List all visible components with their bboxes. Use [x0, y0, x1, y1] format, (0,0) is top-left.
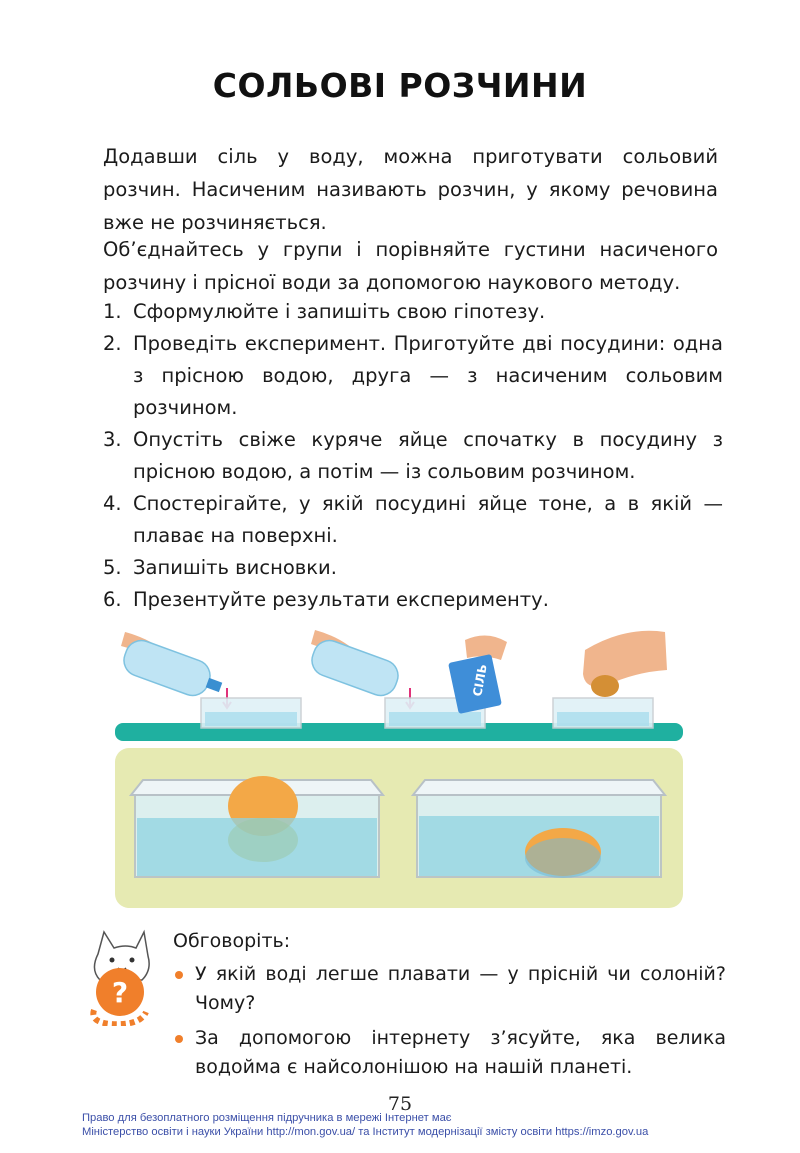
page-title: СОЛЬОВІ РОЗЧИНИ [212, 66, 588, 105]
step-item: 1. Сформулюйте і запишіть свою гіпотезу. [103, 300, 546, 323]
steps-list [103, 296, 723, 616]
svg-text:?: ? [111, 976, 129, 1009]
footer-line: Право для безоплатного розміщення підручника в мережі Інтернет має [82, 1112, 452, 1124]
scene-pour-salt [307, 630, 507, 728]
footer-line: Міністерство освіти і науки України http://mon.gov.ua/ та Інститут модернізації змісту освіти https://imzo.gov.ua [82, 1125, 649, 1138]
discussion-block [80, 918, 730, 1088]
intro-paragraph: Додавши сіль у воду, можна приготувати сольовий розчин. Насиченим називають розчин, у якому речовина вже не розчиняється. [103, 145, 718, 234]
discussion-item: У якій воді легше плавати — у прісній чи солоній? Чому? [173, 960, 726, 1018]
task-paragraph: Об’єднайтесь у групи і порівняйте густини насиченого розчину і прісної води за допомогою наукового методу. [103, 238, 718, 294]
step-item: 3. Опустіть свіже куряче яйце спочатку в посудину з прісною водою, а потім — із сольовим розчином. [103, 428, 723, 483]
container-salt-water [413, 780, 665, 878]
container-fresh-water [131, 776, 383, 877]
experiment-illustration [115, 620, 685, 910]
footer-note [82, 1112, 742, 1139]
step-item: 2. Проведіть експеримент. Приготуйте дві посудини: одна з прісною водою, друга — з насиченим сольовим розчином. [103, 332, 723, 419]
page-number: 75 [387, 1093, 413, 1115]
step-item: 4. Спостерігайте, у якій посудині яйце тоне, а в якій — плаває на поверхні. [103, 492, 723, 547]
scene-drop-egg [553, 631, 667, 728]
question-mark-icon [80, 926, 160, 1026]
bullet-icon [175, 1035, 183, 1043]
discussion-heading: Обговоріть: [173, 930, 291, 952]
discussion-list [173, 960, 726, 1088]
scene-pour-water [119, 632, 301, 728]
step-item: 6. Презентуйте результати експерименту. [103, 588, 549, 611]
discussion-item: За допомогою інтернету з’ясуйте, яка велика водойма є найсолонішою на нашій планеті. [173, 1024, 726, 1082]
step-item: 5. Запишіть висновки. [103, 556, 337, 579]
bullet-icon [175, 971, 183, 979]
salt-pack-label: СІЛЬ [470, 663, 490, 698]
